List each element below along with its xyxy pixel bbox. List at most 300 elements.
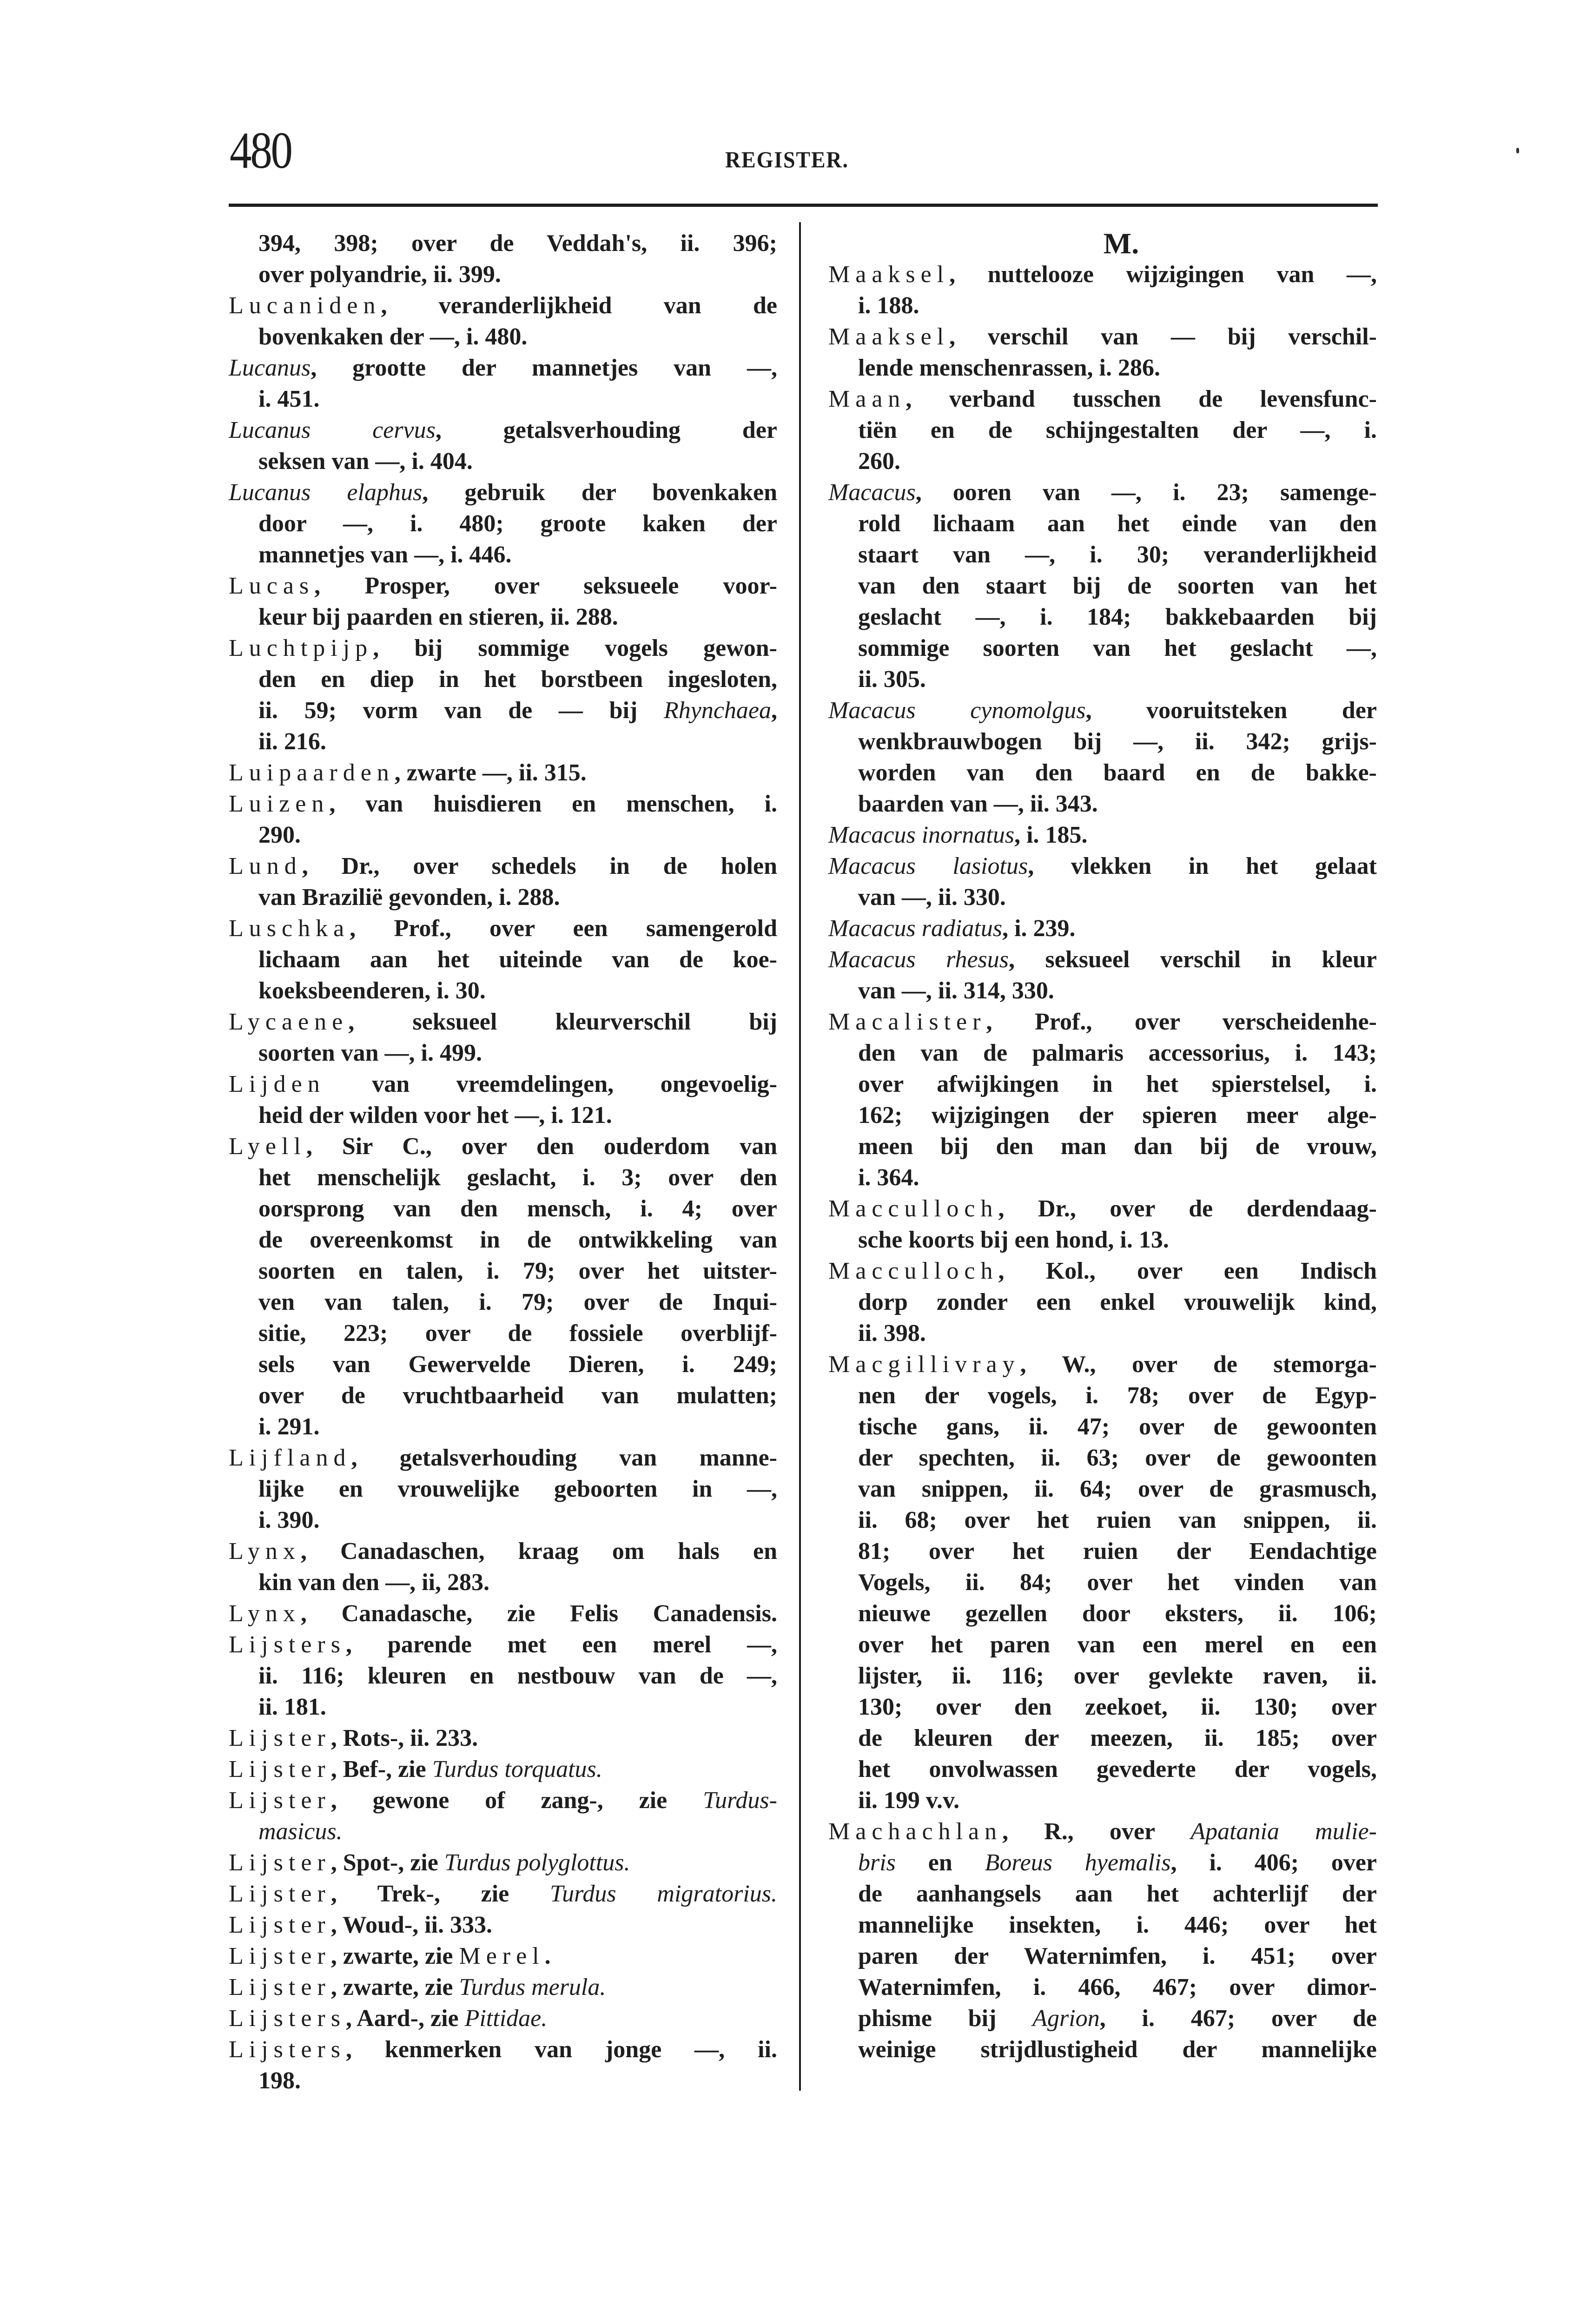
entry-text: , grootte der mannetjes van —, [311, 355, 777, 381]
entry-continuation-line [858, 788, 1377, 819]
entry-headword: Lijster [229, 1756, 331, 1783]
entry-text: en [895, 1849, 985, 1876]
italic-term: Turdus polyglottus. [444, 1849, 630, 1876]
entry-continuation-line [858, 1660, 1377, 1691]
italic-term: Lucanus elaphus [229, 479, 423, 506]
entry-text: de kleuren der meezen, ii. 185; over [858, 1725, 1377, 1751]
entry-text: koeksbeenderen, i. 30. [258, 977, 486, 1004]
italic-term: Macacus cynomolgus [828, 697, 1086, 724]
entry-headline [229, 1598, 777, 1629]
entry-continuation-line [258, 1411, 777, 1442]
entry-text: nieuwe gezellen door eksters, ii. 106; [858, 1600, 1377, 1627]
entry-text: over polyandrie, ii. 399. [258, 261, 501, 288]
index-entry [828, 321, 1377, 383]
entry-headword: Lynx [229, 1600, 301, 1627]
entry-continuation-line [258, 1349, 777, 1380]
entry-text: oorsprong van den mensch, i. 4; over [258, 1195, 777, 1222]
index-entry [229, 1723, 777, 1754]
entry-headword: Lijsters [229, 1631, 346, 1658]
entry-text: , Sir C., over den ouderdom van [306, 1133, 777, 1160]
index-column-left [229, 228, 777, 2096]
entry-text: kin van den —, ii, 283. [258, 1569, 490, 1596]
entry-text: keur bij paarden en stieren, ii. 288. [258, 604, 618, 630]
entry-text: , R., over [1002, 1818, 1191, 1845]
entry-continuation-line [258, 446, 777, 477]
index-entry [229, 851, 777, 913]
entry-text: seksen van —, i. 404. [258, 448, 473, 475]
entry-headword: Machachlan [828, 1818, 1003, 1845]
entry-text: ii. 116; kleuren en nestbouw van de —, [258, 1663, 777, 1689]
entry-text: staart van —, i. 30; veranderlijkheid [858, 541, 1377, 568]
entry-headword: Lijster [229, 1943, 331, 1969]
entry-continuation-line [858, 446, 1377, 477]
italic-term: Macacus [828, 479, 916, 506]
entry-headline [229, 1723, 777, 1754]
entry-text: van vreemdelingen, ongevoelig- [325, 1071, 777, 1097]
entry-continuation-line [858, 633, 1377, 664]
entry-text: weinige strijdlustigheid der mannelijke [858, 2036, 1377, 2063]
entry-continuation-line [258, 601, 777, 633]
entry-headline [229, 1941, 777, 1972]
entry-headline [828, 819, 1377, 851]
entry-headword: Luschka [229, 915, 350, 942]
entry-text: tiën en de schijngestalten der —, i. [858, 417, 1377, 443]
index-entry [828, 695, 1377, 819]
column-divider [799, 222, 801, 2091]
entry-text: door —, i. 480; groote kaken der [258, 510, 777, 537]
entry-text: , seksueel kleurverschil bij [348, 1009, 777, 1035]
entry-continuation-line [258, 259, 777, 290]
entry-continuation-line [258, 882, 777, 913]
index-entry [229, 1909, 777, 1941]
entry-headword: Lijden [229, 1071, 325, 1097]
entry-headword: Lijsters [229, 2005, 346, 2032]
index-entry [229, 913, 777, 1006]
entry-text: , [771, 697, 777, 724]
entry-continuation-line [258, 1224, 777, 1255]
index-entry [828, 944, 1377, 1006]
entry-text: ven van talen, i. 79; over de Inqui- [258, 1289, 777, 1315]
entry-continuation-line [258, 664, 777, 695]
entry-continuation-line [858, 1037, 1377, 1069]
entry-text: , i. 467; over de [1099, 2005, 1377, 2032]
entry-text: van snippen, ii. 64; over de grasmusch, [858, 1476, 1377, 1502]
entry-text: , zwarte, zie [330, 1943, 459, 1969]
entry-continuation-line [258, 726, 777, 757]
entry-text: 394, 398; over de Veddah's, ii. 396; [258, 230, 777, 257]
entry-continuation-line [858, 2003, 1377, 2034]
italic-term: Turdus- [703, 1787, 777, 1814]
entry-text: 162; wijzigingen der spieren meer alge- [858, 1102, 1377, 1129]
entry-text: , zwarte —, ii. 315. [394, 759, 587, 786]
entry-text: , parende met een merel —, [345, 1631, 777, 1658]
index-entry [828, 1006, 1377, 1193]
entry-headword: Lyell [229, 1133, 306, 1160]
entry-text: , getalsverhouding der [435, 417, 778, 443]
entry-continuation-line [858, 1442, 1377, 1473]
entry-headline [828, 383, 1377, 415]
entry-text: , bij sommige vogels gewon- [373, 635, 777, 661]
entry-headline [229, 352, 777, 383]
entry-headline [229, 757, 777, 788]
entry-headline [828, 477, 1377, 508]
entry-text: worden van den baard en de bakke- [858, 759, 1377, 786]
entry-text: , Kol., over een Indisch [998, 1258, 1377, 1284]
index-entry [229, 570, 777, 633]
entry-text: lichaam aan het uiteinde van de koe- [258, 946, 777, 973]
entry-continuation-line [258, 228, 777, 259]
entry-headword: Luipaarden [229, 759, 395, 786]
italic-term: Lucanus [229, 355, 311, 381]
entry-text: ii. 59; vorm van de — bij [258, 697, 664, 724]
index-entry [229, 1006, 777, 1069]
entry-continuation-line [858, 1287, 1377, 1318]
entry-text: , i. 239. [1002, 915, 1076, 942]
entry-text: i. 291. [258, 1413, 320, 1440]
entry-continuation-line [858, 664, 1377, 695]
entry-text: ii. 216. [258, 728, 326, 755]
entry-text: , i. 406; over [1170, 1849, 1377, 1876]
entry-text: , Rots-, ii. 233. [330, 1725, 478, 1751]
entry-headword: Lynx [229, 1538, 301, 1565]
index-entry [229, 1754, 777, 1785]
entry-text: , Canadaschen, kraag om hals en [300, 1538, 777, 1565]
entry-headword: Macculloch [828, 1195, 998, 1222]
entry-text: over afwijkingen in het spierstelsel, i. [858, 1071, 1377, 1097]
index-entry [229, 1878, 777, 1909]
entry-headword: Luizen [229, 791, 330, 817]
entry-text: , gewone of zang-, zie [330, 1787, 703, 1814]
italic-term: Pittidae. [464, 2005, 548, 2032]
entry-headline [229, 1536, 777, 1567]
entry-continuation-line [258, 1162, 777, 1193]
entry-text: van den staart bij de soorten van het [858, 573, 1377, 599]
index-entry [828, 819, 1377, 851]
entry-continuation-line [258, 321, 777, 352]
entry-headline [229, 1909, 777, 1941]
entry-continuation-line [858, 1162, 1377, 1193]
entry-text: soorten van —, i. 499. [258, 1040, 482, 1066]
entry-text: baarden van —, ii. 343. [858, 791, 1098, 817]
entry-headline [828, 259, 1377, 290]
entry-continuation-line [258, 1473, 777, 1505]
entry-text: over de vruchtbaarheid van mulatten; [258, 1382, 777, 1409]
entry-continuation-line [858, 1100, 1377, 1131]
entry-headline [828, 321, 1377, 352]
entry-text: 260. [858, 448, 900, 475]
entry-continuation-line [258, 508, 777, 539]
entry-continuation-line [858, 882, 1377, 913]
index-entry [229, 1598, 777, 1629]
entry-text: der spechten, ii. 63; over de gewoonten [858, 1445, 1377, 1471]
page-number: 480 [230, 122, 291, 179]
italic-term: Boreus hyemalis [985, 1849, 1171, 1876]
entry-continuation-line [858, 508, 1377, 539]
entry-continuation-line [858, 415, 1377, 446]
entry-headline [229, 1847, 777, 1878]
entry-headline [229, 1754, 777, 1785]
entry-text: , gebruik der bovenkaken [422, 479, 777, 506]
entry-headline [828, 695, 1377, 726]
index-entry [229, 1629, 777, 1723]
entry-text: ii. 181. [258, 1694, 326, 1720]
entry-headline [229, 415, 777, 446]
entry-text: 198. [258, 2067, 301, 2094]
entry-text: , zwarte, zie [330, 1974, 459, 2000]
italic-term: Macacus inornatus [828, 822, 1015, 848]
entry-text: ii. 398. [858, 1320, 926, 1347]
section-heading-letter: M. [1103, 227, 1139, 260]
entry-continuation-line [258, 1193, 777, 1224]
index-entry [828, 477, 1377, 695]
entry-continuation-line [258, 1380, 777, 1411]
entry-text: , ooren van —, i. 23; samenge- [915, 479, 1377, 506]
entry-continuation-line [258, 1037, 777, 1069]
entry-continuation-line [858, 1754, 1377, 1785]
entry-continuation-line [858, 1691, 1377, 1723]
entry-headline [828, 851, 1377, 882]
entry-headword: Lucas [229, 573, 315, 599]
entry-text: den en diep in het borstbeen ingesloten, [258, 666, 777, 693]
entry-continuation-line [858, 1505, 1377, 1536]
index-entry [229, 1442, 777, 1536]
index-entry [828, 1816, 1377, 2065]
index-entry [229, 1785, 777, 1847]
running-title: REGISTER. [725, 146, 849, 172]
entry-text: sitie, 223; over de fossiele overblijf- [258, 1320, 777, 1347]
index-entry [229, 352, 777, 415]
index-entry [828, 1349, 1377, 1816]
italic-term: Apatania mulie- [1190, 1818, 1377, 1845]
entry-text: lende menschenrassen, i. 286. [858, 355, 1160, 381]
entry-continuation-line [258, 1816, 777, 1847]
entry-continuation-line [258, 1567, 777, 1598]
entry-headword: Lijfland [229, 1445, 351, 1471]
entry-continuation-line [258, 819, 777, 851]
entry-continuation-line [858, 1909, 1377, 1941]
index-entry [229, 228, 777, 290]
entry-text: ii. 68; over het ruien van snippen, ii. [858, 1507, 1377, 1533]
entry-text: tische gans, ii. 47; over de gewoonten [858, 1413, 1377, 1440]
entry-continuation-line [258, 1691, 777, 1723]
entry-headline [229, 1629, 777, 1660]
entry-text: , seksueel verschil in kleur [1009, 946, 1377, 973]
italic-term: Turdus migratorius. [550, 1881, 778, 1907]
entry-headword: Lijster [229, 1725, 331, 1751]
italic-term: bris [858, 1849, 896, 1876]
entry-continuation-line [258, 1287, 777, 1318]
print-speck [1516, 148, 1519, 153]
entry-headline [229, 1878, 777, 1909]
index-entry [229, 2003, 777, 2034]
entry-headline [229, 1442, 777, 1473]
entry-headline [229, 633, 777, 664]
entry-continuation-line [858, 1785, 1377, 1816]
entry-text: heid der wilden voor het —, i. 121. [258, 1102, 612, 1129]
entry-text: , Aard-, zie [345, 2005, 465, 2032]
index-entry [229, 415, 777, 477]
entry-headline [229, 570, 777, 601]
entry-headword: Maaksel [828, 261, 950, 288]
entry-text: lijke en vrouwelijke geboorten in —, [258, 1476, 777, 1502]
entry-continuation-line [858, 975, 1377, 1006]
entry-headword: Lijster [229, 1849, 331, 1876]
entry-continuation-line [858, 1598, 1377, 1629]
entry-text: bovenkaken der —, i. 480. [258, 324, 528, 350]
entry-text: paren der Waternimfen, i. 451; over [858, 1943, 1377, 1969]
index-entry [828, 383, 1377, 477]
entry-text: over het paren van een merel en een [858, 1631, 1377, 1658]
entry-continuation-line [858, 1878, 1377, 1909]
entry-text: sels van Gewervelde Dieren, i. 249; [258, 1351, 777, 1378]
entry-text: , Dr., over schedels in de holen [302, 853, 777, 879]
index-entry [828, 1193, 1377, 1255]
entry-headword: Macalister [828, 1009, 986, 1035]
entry-headword: Lund [229, 853, 302, 879]
entry-headline [229, 913, 777, 944]
index-entry [229, 1069, 777, 1131]
index-entry [229, 1972, 777, 2003]
entry-continuation-line [258, 1100, 777, 1131]
entry-text: geslacht —, i. 184; bakkebaarden bij [858, 604, 1377, 630]
entry-headword: Merel [459, 1943, 545, 1969]
entry-headline [828, 1193, 1377, 1224]
entry-text: , Spot-, zie [330, 1849, 444, 1876]
entry-text: dorp zonder een enkel vrouwelijk kind, [858, 1289, 1377, 1315]
entry-text: , vlekken in het gelaat [1028, 853, 1377, 879]
entry-headline [229, 1006, 777, 1037]
entry-text: , Woud-, ii. 333. [330, 1912, 492, 1938]
entry-text: ii. 199 v.v. [858, 1787, 960, 1814]
entry-continuation-line [258, 944, 777, 975]
italic-term: masicus. [258, 1818, 343, 1845]
index-entry [828, 913, 1377, 944]
entry-headword: Maaksel [828, 324, 950, 350]
entry-text: , Bef-, zie [330, 1756, 432, 1783]
entry-continuation-line [858, 726, 1377, 757]
entry-text: i. 188. [858, 292, 919, 319]
entry-headword: Lijster [229, 1912, 331, 1938]
entry-text: , verschil van — bij verschil- [949, 324, 1377, 350]
entry-continuation-line [258, 539, 777, 570]
entry-text: ii. 305. [858, 666, 926, 693]
italic-term: Macacus radiatus [828, 915, 1003, 942]
entry-continuation-line [258, 1660, 777, 1691]
entry-continuation-line [858, 1069, 1377, 1100]
entry-continuation-line [858, 290, 1377, 321]
entry-headline [229, 788, 777, 819]
entry-text: soorten en talen, i. 79; over het uitster- [258, 1258, 777, 1284]
entry-continuation-line [258, 1255, 777, 1287]
entry-text: , veranderlijkheid van de [381, 292, 777, 319]
entry-continuation-line [858, 1473, 1377, 1505]
entry-text: rold lichaam aan het einde van den [858, 510, 1377, 537]
entry-text: 290. [258, 822, 301, 848]
entry-headline [229, 1972, 777, 2003]
entry-continuation-line [858, 1131, 1377, 1162]
entry-text: , nuttelooze wijzigingen van —, [949, 261, 1377, 288]
entry-continuation-line [258, 1505, 777, 1536]
entry-text: , verband tusschen de levensfunc- [905, 386, 1377, 412]
entry-headword: Lijster [229, 1787, 331, 1814]
entry-continuation-line [858, 1318, 1377, 1349]
entry-continuation-line [858, 1972, 1377, 2003]
italic-term: Macacus lasiotus [828, 853, 1028, 879]
entry-headword: Lijsters [229, 2036, 346, 2063]
entry-text: het menschelijk geslacht, i. 3; over den [258, 1164, 777, 1191]
entry-text: 81; over het ruien der Eendachtige [858, 1538, 1377, 1565]
index-entry [229, 1847, 777, 1878]
entry-text: , Canadasche, zie Felis Canadensis. [300, 1600, 777, 1627]
entry-text: van Braziliё gevonden, i. 288. [258, 884, 560, 911]
index-entry [229, 477, 777, 570]
entry-headline [828, 1255, 1377, 1287]
index-entry [828, 851, 1377, 913]
entry-continuation-line [258, 1318, 777, 1349]
entry-text: sommige soorten van het geslacht —, [858, 635, 1377, 661]
entry-continuation-line [858, 1629, 1377, 1660]
entry-continuation-line [858, 2034, 1377, 2065]
entry-text: i. 390. [258, 1507, 320, 1533]
index-entry [828, 1255, 1377, 1349]
italic-term: Lucanus cervus [229, 417, 436, 443]
entry-text: , W., over de stemorga- [1020, 1351, 1377, 1378]
italic-term: Rhynchaea [663, 697, 771, 724]
entry-text: , kenmerken van jonge —, ii. [345, 2036, 777, 2063]
index-entry [828, 259, 1377, 321]
index-column-right [828, 228, 1377, 2065]
entry-text: de overeenkomst in de ontwikkeling van [258, 1227, 777, 1253]
entry-text: wenkbrauwbogen bij —, ii. 342; grijs- [858, 728, 1377, 755]
entry-headword: Luchtpijp [229, 635, 373, 661]
entry-continuation-line [258, 383, 777, 415]
entry-continuation-line [858, 757, 1377, 788]
entry-headline [229, 851, 777, 882]
entry-continuation-line [858, 570, 1377, 601]
index-entry [229, 2034, 777, 2096]
entry-text: meen bij den man dan bij de vrouw, [858, 1133, 1377, 1160]
entry-continuation-line [858, 601, 1377, 633]
entry-headword: Lijster [229, 1974, 331, 2000]
entry-text: , vooruitsteken der [1085, 697, 1377, 724]
entry-continuation-line [258, 975, 777, 1006]
entry-headline [229, 290, 777, 321]
entry-text: mannelijke insekten, i. 446; over het [858, 1912, 1377, 1938]
entry-text: de aanhangsels aan het achterlijf der [858, 1881, 1377, 1907]
entry-text: , Prosper, over seksueele voor- [314, 573, 777, 599]
entry-text: . [544, 1943, 551, 1969]
entry-continuation-line [858, 352, 1377, 383]
entry-text: het onvolwassen gevederte der vogels, [858, 1756, 1377, 1783]
entry-headline [229, 1785, 777, 1816]
entry-text: lijster, ii. 116; over gevlekte raven, ii. [858, 1663, 1377, 1689]
entry-continuation-line [858, 1941, 1377, 1972]
entry-continuation-line [858, 1536, 1377, 1567]
entry-continuation-line [258, 2065, 777, 2096]
entry-headline [828, 944, 1377, 975]
index-entry [229, 1941, 777, 1972]
entry-text: , getalsverhouding van manne- [351, 1445, 777, 1471]
italic-term: Macacus rhesus [828, 946, 1009, 973]
entry-text: nen der vogels, i. 78; over de Egyp- [858, 1382, 1377, 1409]
entry-headline [229, 477, 777, 508]
entry-continuation-line [258, 695, 777, 726]
index-entry [229, 633, 777, 757]
entry-text: , Prof., over verscheidenhe- [986, 1009, 1377, 1035]
entry-headword: Lijster [229, 1881, 331, 1907]
entry-continuation-line [858, 1411, 1377, 1442]
index-entry [229, 757, 777, 788]
